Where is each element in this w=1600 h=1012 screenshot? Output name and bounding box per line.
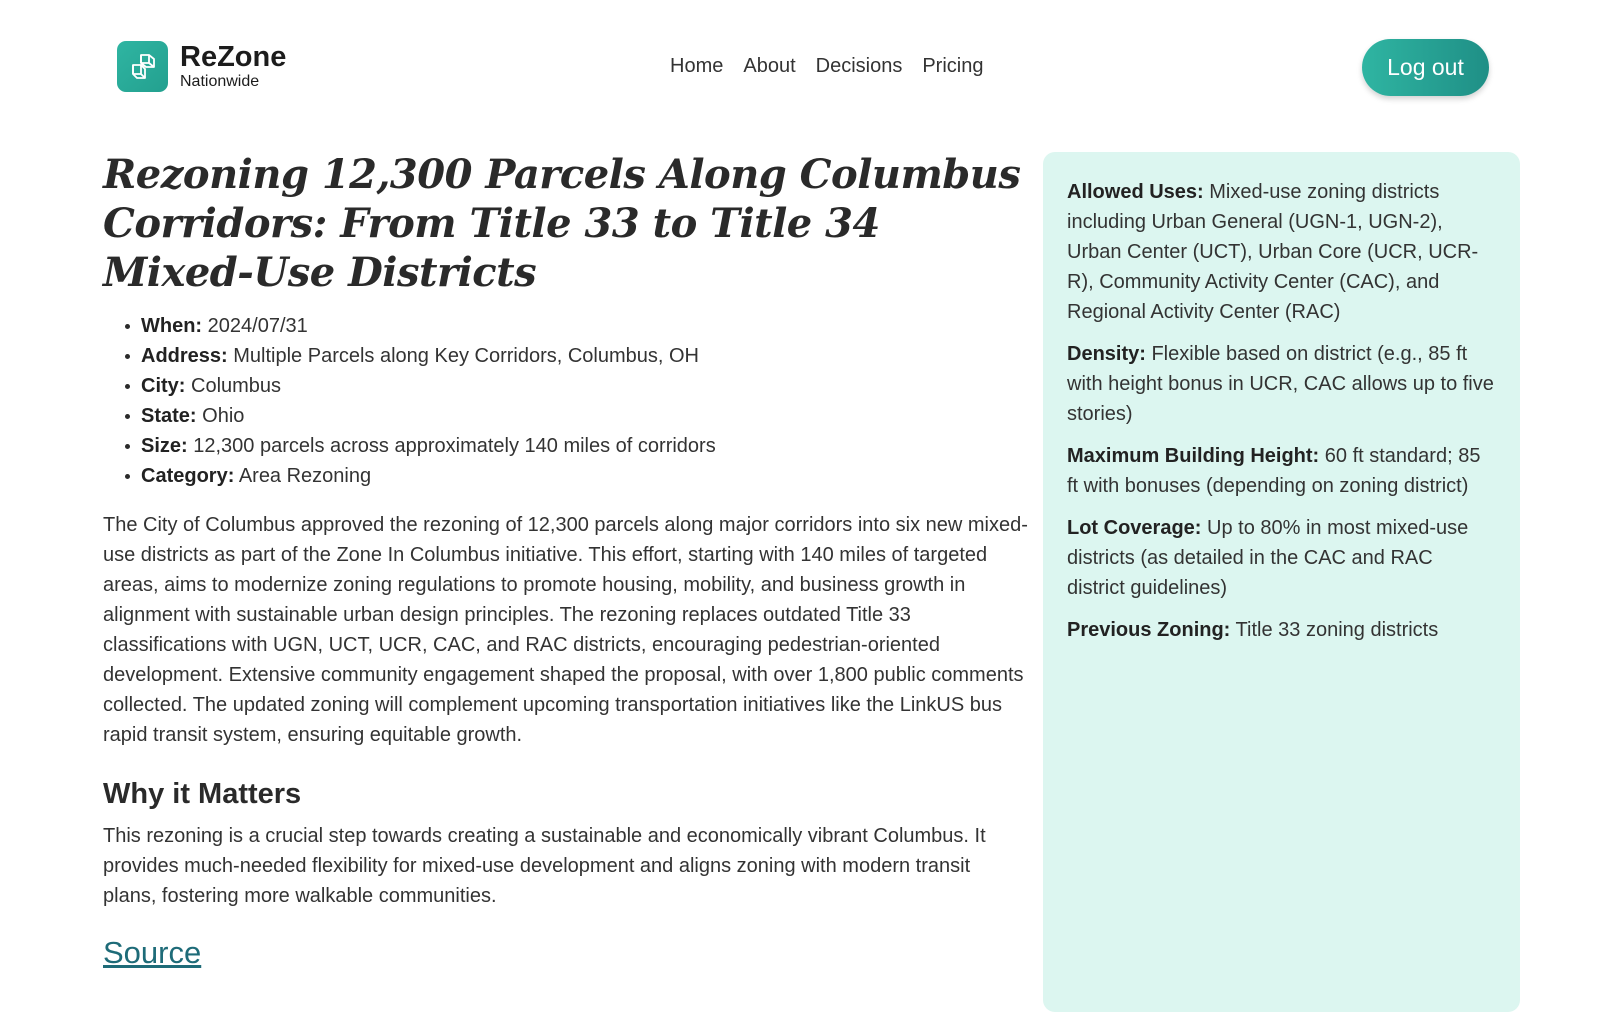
summary-paragraph: The City of Columbus approved the rezoning of 12,300 parcels along major corridors into six new mixed-use districts as part of the Zone In Columbus initiative. This effort, starting with 140 miles of targeted areas, aims to modernize zoning regulations to promote housing, mobility, and business growth in alignment with sustainable urban design principles. The rezoning replaces outdated Title 33 classifications with UGN, UCT, UCR, CAC, and RAC districts, encouraging pedestrian-oriented development. Extensive community engagement shaped the proposal, with over 1,800 public comments collected. The updated zoning will complement upcoming transportation initiatives like the LinkUS bus rapid transit system, ensuring equitable growth. [103,514,1028,746]
nav-pricing[interactable]: Pricing [922,55,984,77]
detail-value: Mixed-use zoning districts including Urban General (UGN-1, UGN-2), Urban Center (UCT), Urban Core (UCR, UCR-R), Community Activity Center (CAC), and Regional Activity Center (RAC) [1067,181,1479,323]
main-nav [670,53,1003,79]
site-header [0,0,1600,135]
detail-max-height [1067,441,1496,501]
nav-decisions[interactable]: Decisions [815,55,903,77]
detail-label: Maximum Building Height: [1067,445,1320,467]
fact-label: When: [141,315,203,337]
detail-label: Allowed Uses: [1067,181,1204,203]
fact-label: City: [141,375,186,397]
fact-label: Size: [141,435,188,457]
detail-lot-coverage [1067,513,1496,603]
fact-address [123,341,1028,371]
detail-value: 60 ft standard; 85 ft with bonuses (depending on zoning district) [1067,445,1481,497]
fact-value: 12,300 parcels across approximately 140 miles of corridors [193,435,716,457]
fact-label: Address: [141,345,228,367]
detail-value: Title 33 zoning districts [1235,619,1439,641]
article [103,150,1028,971]
brand-text [180,42,286,92]
fact-size [123,431,1028,461]
detail-value: Flexible based on district (e.g., 85 ft with height bonus in UCR, CAC allows up to five stories) [1067,343,1494,425]
fact-value: Area Rezoning [238,465,372,487]
page-title: Rezoning 12,300 Parcels Along Columbus Corridors: From Title 33 to Title 34 Mixed-Use Districts [103,151,1021,296]
source-link[interactable]: Source [103,935,202,970]
fact-state [123,401,1028,431]
fact-when [123,311,1028,341]
fact-value: Columbus [191,375,282,397]
detail-previous-zoning [1067,615,1496,645]
detail-label: Lot Coverage: [1067,517,1202,539]
brand-name: ReZone [180,40,287,73]
why-paragraph: This rezoning is a crucial step towards creating a sustainable and economically vibrant Columbus. It provides much-needed flexibility for mixed-use development and aligns zoning with modern transit plans, fostering more walkable communities. [103,825,986,907]
fact-value: Multiple Parcels along Key Corridors, Columbus, OH [233,345,699,367]
fact-city [123,371,1028,401]
detail-density [1067,339,1496,429]
logout-button[interactable]: Log out [1362,39,1489,96]
detail-value: Up to 80% in most mixed-use districts (as detailed in the CAC and RAC district guidelines) [1067,517,1469,599]
cubes-icon [117,41,168,92]
nav-about[interactable]: About [743,55,796,77]
detail-allowed-uses [1067,177,1496,327]
detail-label: Previous Zoning: [1067,619,1231,641]
brand-subtitle: Nationwide [180,72,260,90]
fact-label: State: [141,405,197,427]
facts-list [103,311,1028,491]
detail-label: Density: [1067,343,1146,365]
fact-label: Category: [141,465,235,487]
nav-home[interactable]: Home [670,55,724,77]
fact-value: Ohio [202,405,245,427]
why-heading: Why it Matters [103,778,302,810]
brand-logo[interactable] [117,41,286,92]
fact-category [123,461,1028,491]
zoning-details-panel [1043,152,1520,1012]
fact-value: 2024/07/31 [207,315,308,337]
